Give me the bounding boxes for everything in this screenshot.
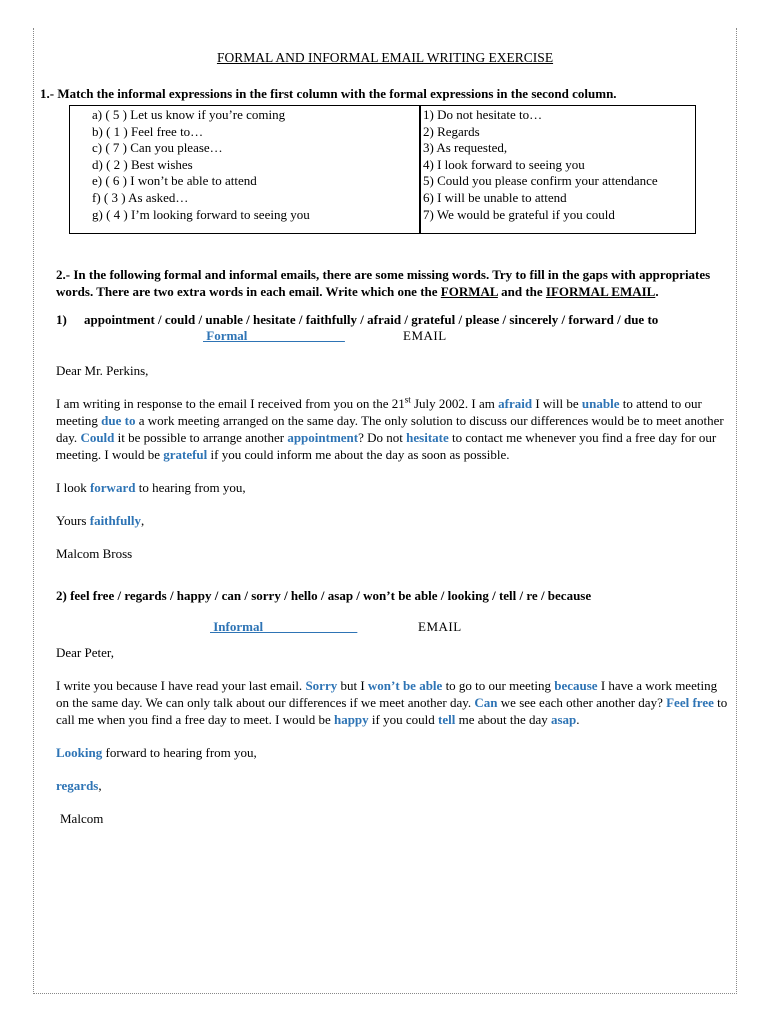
answer-word: Looking [56, 745, 103, 761]
informal-column [70, 106, 421, 234]
page-border-bottom [33, 993, 737, 994]
list-item: 6) I will be unable to attend [423, 189, 567, 205]
answer-word: faithfully [89, 513, 142, 529]
answer-word: happy [333, 712, 369, 728]
answer-word: asap [551, 712, 577, 728]
question-1: 1.- Match the informal expressions in the first column with the formal expressions in the second column. [40, 86, 617, 101]
answer-word: unable [581, 396, 620, 412]
answer-word: Sorry [305, 678, 338, 694]
email-2-word-bank: 2) feel free / regards / happy / can / sorry / hello / asap / won’t be able / looking / tell / re / because [56, 588, 592, 604]
email-1-signature: Malcom Bross [56, 546, 133, 562]
email-1-type-label: EMAIL [403, 328, 447, 344]
answer-word: Can [474, 695, 498, 711]
formal-column [420, 106, 696, 234]
email-1-body: I am writing in response to the email I received from you on the 21st July 2002. I am afraid I will be unable to attend to our meeting due to a work meeting arranged on the same day. The only solution to discuss our differences would be to meet another day. Could it be possible to arrange another appointment? Do not hesitate to contact me whenever you find a free day for our meeting. I would be grateful if you could inform me about the day as soon as possible. [56, 394, 724, 463]
email-1-greeting: Dear Mr. Perkins, [56, 363, 149, 379]
email-2-body: I write you because I have read your last email. Sorry but I won’t be able to go to our meeting because I have a work meeting on the same day. We can only talk about our differences if we meet another day. Can we see each other another day? Feel free to call me when you find a free day to meet. I would be happy if you could tell me about the day asap. [56, 678, 728, 728]
list-item: 1) Do not hesitate to… [423, 107, 543, 122]
list-item: 5) Could you please confirm your attendance [423, 173, 658, 189]
email-1-closing: I look forward to hearing from you, [56, 480, 246, 496]
page-title: FORMAL AND INFORMAL EMAIL WRITING EXERCISE [216, 50, 554, 65]
list-item: c) ( 7 ) Can you please… [92, 140, 223, 156]
list-item: d) ( 2 ) Best wishes [92, 156, 193, 172]
list-item: 2) Regards [423, 123, 480, 139]
list-item: 3) As requested, [423, 140, 508, 156]
email-2-greeting: Dear Peter, [56, 645, 114, 661]
answer-word: grateful [163, 447, 208, 463]
page-border-right [736, 28, 737, 994]
email-2-signoff: regards, [56, 778, 102, 794]
email-1-signoff: Yours faithfully, [56, 513, 145, 529]
list-item: f) ( 3 ) As asked… [92, 189, 189, 205]
list-item: a) ( 5 ) Let us know if you’re coming [92, 107, 286, 122]
email-1-type-line [40, 328, 730, 345]
answer-word: tell [438, 712, 456, 728]
answer-word: appointment [287, 430, 359, 446]
informal-label: IFORMAL EMAIL [545, 284, 656, 300]
list-item: e) ( 6 ) I won’t be able to attend [92, 173, 257, 189]
answer-word: due to [101, 413, 136, 429]
email-2-closing: Looking forward to hearing from you, [56, 745, 257, 761]
email-2-type-label: EMAIL [418, 619, 462, 635]
answer-word: won’t be able [367, 678, 443, 694]
answer-word: hesitate [406, 430, 449, 446]
email-1-word-bank: 1) appointment / could / unable / hesitate / faithfully / afraid / grateful / please / sincerely / forward / due to [56, 312, 659, 328]
matching-table [69, 105, 696, 234]
formal-label: FORMAL [440, 284, 498, 300]
email-1-type-answer: Formal [203, 328, 345, 344]
list-item: g) ( 4 ) I’m looking forward to seeing you [92, 206, 310, 222]
page-border-left [33, 28, 34, 994]
answer-word: Feel free [666, 695, 714, 711]
answer-word: forward [89, 480, 136, 496]
list-item: b) ( 1 ) Feel free to… [92, 123, 204, 139]
question-2: 2.- In the following formal and informal emails, there are some missing words. Try to fill in the gaps with appropriates words. There are two extra words in each email. Write which one the FORMAL and the IFORMAL EMAIL. [56, 267, 711, 300]
answer-word: regards [56, 778, 99, 794]
email-2-signature: Malcom [60, 811, 104, 827]
answer-word: afraid [498, 396, 533, 412]
list-item: 7) We would be grateful if you could [423, 206, 615, 222]
list-item: 4) I look forward to seeing you [423, 156, 585, 172]
email-2-type-answer: Informal [210, 619, 358, 635]
email-2-type-line [40, 619, 730, 636]
worksheet [40, 50, 730, 827]
answer-word: Could [80, 430, 115, 446]
answer-word: because [554, 678, 598, 694]
